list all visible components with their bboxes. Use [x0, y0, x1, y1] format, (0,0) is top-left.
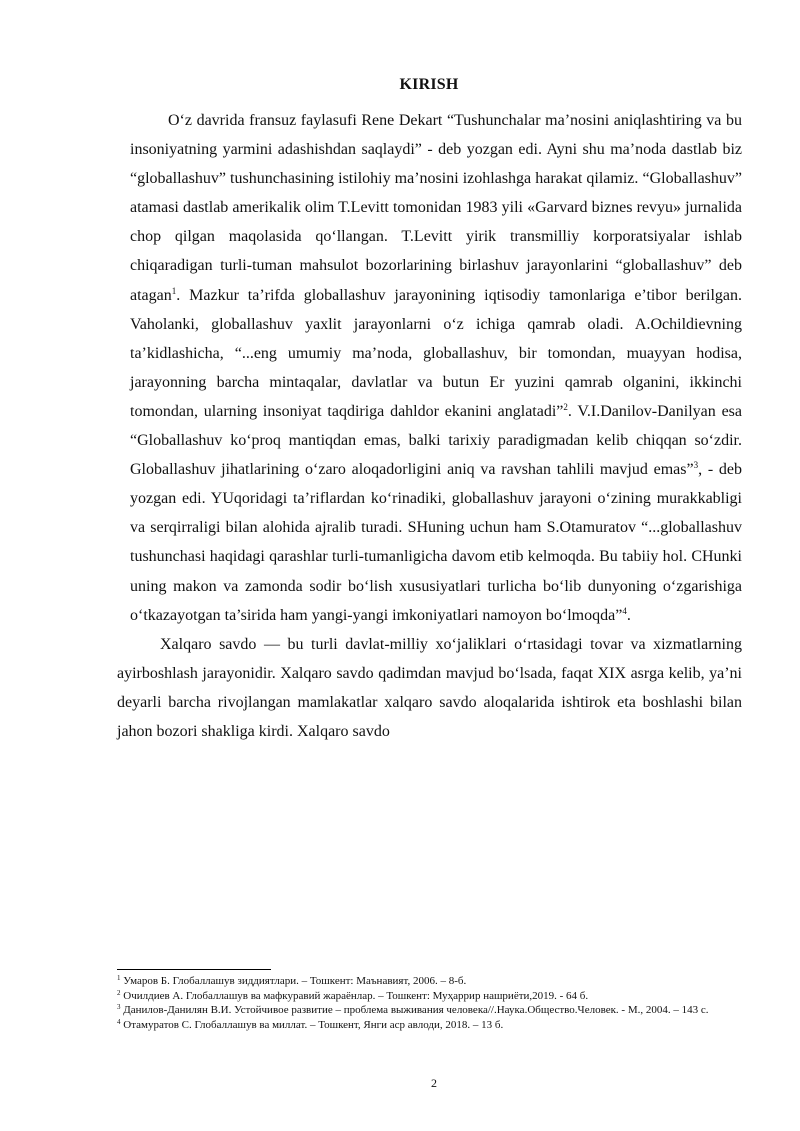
footnote-number: 1 — [117, 974, 121, 982]
footnote-text: Отамуратов С. Глобаллашув ва миллат. – Тошкент, Янги аср авлоди, 2018. – 13 б. — [123, 1018, 504, 1031]
paragraph-text: , - deb yozgan edi. YUqoridagi ta’riflardan ko‘rinadiki, globallashuv jarayoni o‘zining murakkabligi va serqirraligi bilan alohida ajralib turadi. SHuning uchun ham S.Otamuratov “...globallashuv tushunchasi haqidagi qarashlar turli-tumanligicha davom etib kelmoqda. Bu tabiiy hol. CHunki uning makon va zamonda sodir bo‘lish xususiyatlari turlicha bo‘lib dunyoning o‘zgarishiga o‘tkazayotgan ta’sirida ham yangi-yangi imkoniyatlari namoyon bo‘lmoqda” — [130, 461, 743, 624]
footnote-number: 3 — [117, 1003, 121, 1012]
footnotes — [117, 974, 757, 1032]
footnote-ref: 1 — [171, 285, 177, 296]
footnote-number: 2 — [117, 988, 121, 997]
paragraph-introduction — [130, 106, 742, 630]
paragraph-text: . Mazkur ta’rifda globallashuv jarayonining iqtisodiy tamonlariga e’tibor berilgan. Vaholanki, globallashuv yaxlit jarayonlarni o‘z ichiga qamrab oladi. A.Ochildievning ta’kidlashicha, “...eng umumiy ma’noda, globallashuv, bir tomondan, muayyan hodisa, jarayonning barcha mintaqalar, davlatlar va butun Er yuzini qamrab olganini, ikkinchi tomondan, ularning insoniyat taqdiriga dahldor ekanini anglatadi” — [130, 286, 742, 420]
paragraph-trade: Xalqaro savdo — bu turli davlat-milliy xo‘jaliklari o‘rtasidagi tovar va xizmatlarning ayirboshlash jarayonidir. Xalqaro savdo qadimdan mavjud bo‘lsada, faqat XIX asrga kelib, ya’ni deyarli barcha rivojlangan mamlakatlar xalqaro savdo aloqalarida ishtirok eta boshlashi bilan jahon bozori shakliga kirdi. Xalqaro savdo — [117, 635, 742, 740]
footnote-separator — [117, 969, 271, 970]
footnote-text: Умаров Б. Глобаллашув зиддиятлари. – Тошкент: Маънавият, 2006. – 8-б. — [123, 975, 467, 987]
paragraph-text: O‘z davrida fransuz faylasufi Rene Dekart “Tushunchalar ma’nosini aniqlashtiring va bu insoniyatning yarmini adashishdan saqlaydi” - deb yozgan edi. Ayni shu ma’noda dastlab biz “globallashuv” tushunchasining istilohiy ma’nosini izohlashga harakat qilamiz. “Globallashuv” atamasi dastlab amerikalik olim T.Levitt tomonidan 1983 yili «Garvard biznes revyu» jurnalida chop qilgan maqolasida qo‘llangan. T.Levitt yirik transmilliy korporatsiyalar ishlab chiqaradigan turli-tuman mahsulot bozorlarining birlashuv jarayonlarini “globallashuv” deb atagan — [130, 112, 742, 304]
footnote-text: Данилов-Данилян В.И. Устойчивое развитие – проблема выживания человека//.Наука.Общество.Человек. - М., 2004. – 143 с. — [123, 1004, 709, 1017]
footnote-number: 4 — [117, 1017, 121, 1026]
section-heading: KIRISH — [399, 76, 459, 93]
footnote-item — [117, 1003, 757, 1018]
page-number: 2 — [431, 1076, 437, 1090]
footnote-text: Очилдиев А. Глобаллашув ва мафкуравий жараёнлар. – Тошкент: Муҳаррир нашриёти,2019. - 64 б. — [123, 989, 589, 1002]
paragraph-text: . V.I.Danilov-Danilyan esa “Globallashuv ko‘proq mantiqdan emas, balki tarixiy paradigmadan kelib chiqqan so‘zdir. Globallashuv jihatlarining o‘zaro aloqadorligini aniq va ravshan tahlili mavjud emas” — [130, 402, 743, 479]
footnote-item — [117, 1018, 757, 1033]
footnote-ref: 4 — [622, 605, 627, 616]
footnote-ref: 2 — [563, 401, 568, 412]
footnote-item — [117, 974, 757, 989]
paragraph-text: . — [626, 606, 631, 624]
footnote-item — [117, 989, 757, 1004]
body-text — [117, 106, 743, 746]
footnote-ref: 3 — [693, 460, 699, 471]
